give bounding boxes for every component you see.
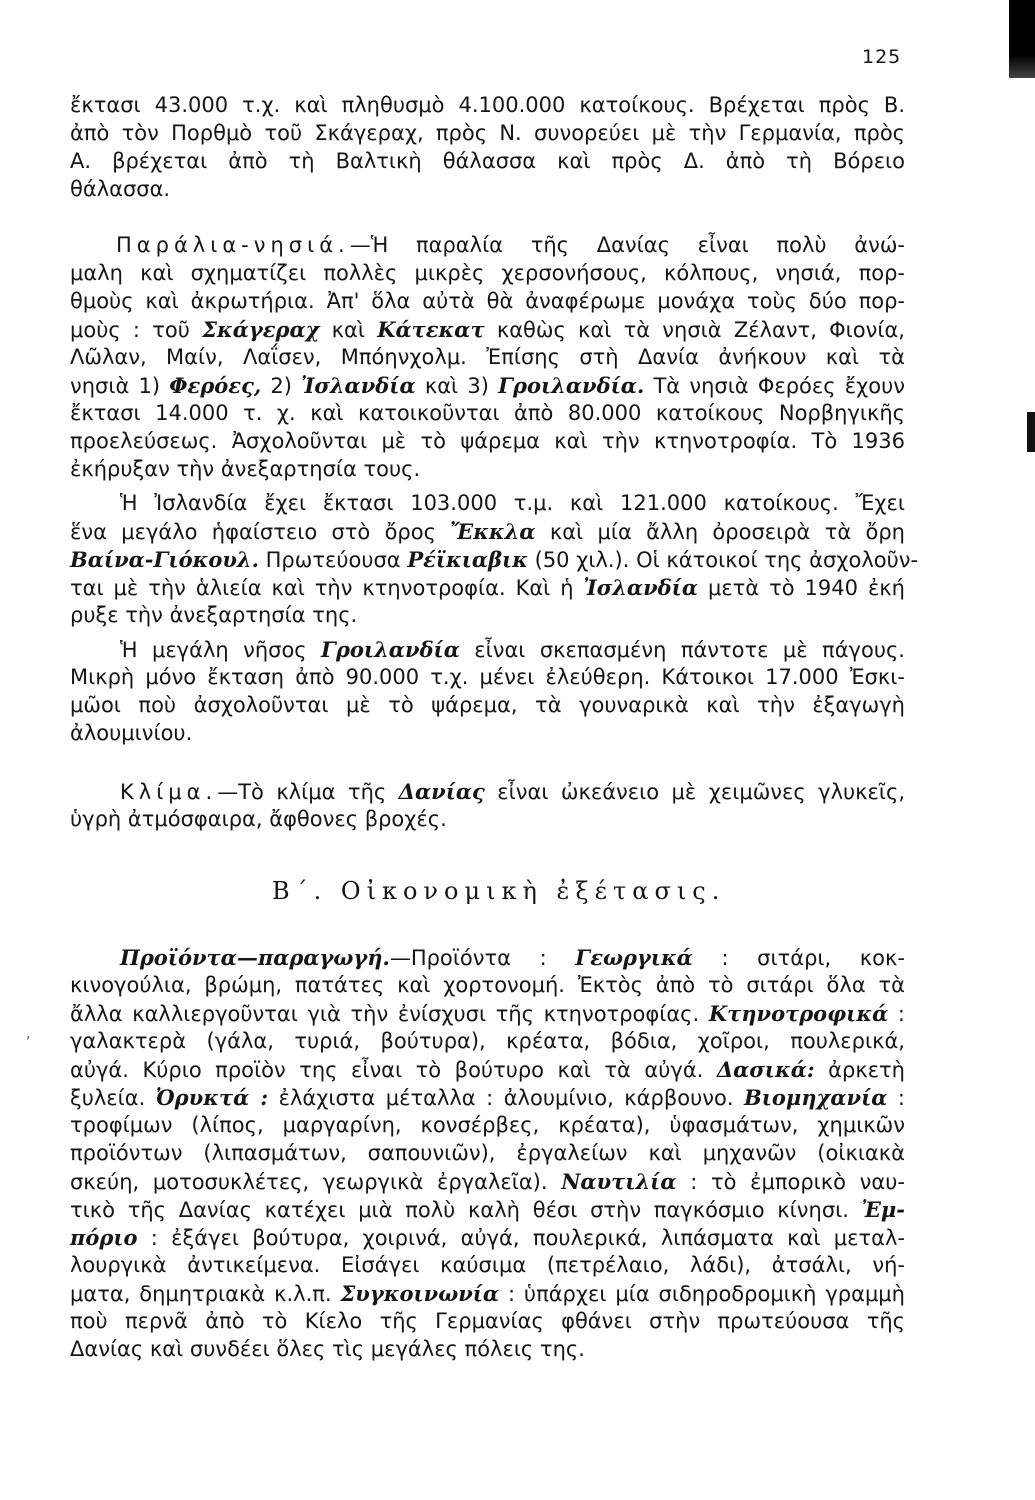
text-line bbox=[70, 428, 905, 455]
section-heading: Β΄. Οἰκονομικὴ ἐξέτασις. bbox=[272, 877, 726, 905]
text-line bbox=[70, 1140, 905, 1167]
emphasized-term: Ἐμ- bbox=[861, 1197, 905, 1222]
text-segment: τικὸ τῆς Δανίας κατέχει μιὰ πολὺ καλὴ θέσι στὴν παγκόσμιο κίνησι. bbox=[70, 1198, 862, 1222]
text-line bbox=[70, 574, 905, 602]
text-segment: μοὺς : τοῦ bbox=[70, 318, 203, 342]
text-segment: θάλασσα. bbox=[70, 177, 171, 201]
text-segment: : ἐξάγει βούτυρα, χοιρινά, αὐγά, πουλερικά, λιπάσματα καὶ μεταλ- bbox=[137, 1226, 905, 1250]
emphasized-term: Βιομηχανία bbox=[744, 1085, 888, 1110]
text-line bbox=[116, 232, 905, 259]
text-line bbox=[70, 1084, 905, 1112]
text-line bbox=[70, 316, 905, 344]
text-line bbox=[120, 636, 905, 664]
text-segment: μῶοι ποὺ ἀσχολοῦνται μὲ τὸ ψάρεμα, τὰ γουναρικὰ καὶ τὴν ἐξαγωγὴ bbox=[70, 693, 905, 717]
text-segment: αὐγά. Κύριο προϊὸν της εἶναι τὸ βούτυρο καὶ τὰ αὐγά. bbox=[70, 1058, 717, 1082]
text-line bbox=[70, 92, 905, 119]
text-segment: ποὺ περνᾶ ἀπὸ τὸ Κίελο τῆς Γερμανίας φθάνει στὴν πρωτεύουσα τῆς bbox=[70, 1309, 905, 1333]
scan-edge-shadow bbox=[1009, 0, 1035, 78]
text-segment: Ἡ μεγάλη νῆσος bbox=[120, 638, 322, 662]
text-line bbox=[70, 972, 905, 999]
text-segment: καὶ μία ἄλλη ὀροσειρὰ τὰ ὄρη bbox=[535, 520, 905, 544]
spaced-heading: Παράλια-νησιά. bbox=[116, 233, 350, 257]
text-line bbox=[70, 148, 905, 175]
text-line bbox=[70, 288, 905, 315]
text-line bbox=[70, 1308, 905, 1335]
text-line bbox=[70, 692, 905, 719]
text-line bbox=[70, 1224, 905, 1252]
text-segment: ἐκήρυξαν τὴν ἀνεξαρτησία τους. bbox=[70, 457, 421, 481]
text-segment: καὶ bbox=[319, 318, 378, 342]
text-line bbox=[70, 602, 905, 629]
text-segment: ἀλουμινίου. bbox=[70, 721, 193, 745]
text-segment: ται μὲ τὴν ἁλιεία καὶ τὴν κτηνοτροφία. Καὶ ἡ bbox=[70, 576, 584, 600]
text-segment: 2) bbox=[261, 374, 302, 398]
text-segment: : τὸ ἐμπορικὸ ναυ- bbox=[676, 1170, 905, 1194]
text-segment: (50 χιλ.). Οἱ κάτοικοί της ἀσχολοῦν- bbox=[527, 548, 919, 572]
text-segment: ἐλάχιστα μέταλλα : ἀλουμίνιο, κάρβουνο. bbox=[268, 1086, 744, 1110]
emphasized-term: Βαίνα-Γιόκουλ. bbox=[70, 547, 259, 572]
text-line bbox=[70, 260, 905, 287]
text-segment: καὶ 3) bbox=[415, 374, 499, 398]
text-line bbox=[70, 1056, 905, 1084]
text-line bbox=[70, 1112, 905, 1139]
text-segment: σκεύη, μοτοσυκλέτες, γεωργικὰ ἐργαλεῖα). bbox=[70, 1170, 562, 1194]
text-segment: ὑγρὴ ἀτμόσφαιρα, ἄφθονες βροχές. bbox=[70, 807, 447, 831]
text-segment: ἔκτασι 43.000 τ.χ. καὶ πληθυσμὸ 4.100.000 κατοίκους. Βρέχεται πρὸς Β. bbox=[70, 93, 905, 117]
text-line bbox=[70, 400, 905, 427]
text-line bbox=[70, 120, 905, 147]
emphasized-term: Φερόες, bbox=[169, 373, 262, 398]
emphasized-term: Ἰσλανδία bbox=[301, 373, 416, 398]
scan-speck: , bbox=[26, 1026, 31, 1042]
emphasized-term: Γροιλανδία bbox=[321, 637, 460, 662]
text-line bbox=[120, 778, 905, 806]
scan-edge-mark bbox=[1027, 412, 1035, 452]
emphasized-term: Δασικά: bbox=[716, 1057, 815, 1082]
text-segment: Δανίας καὶ συνδέει ὅλες τὶς μεγάλες πόλεις της. bbox=[70, 1337, 585, 1361]
text-segment: ἔκτασι 14.000 τ. χ. καὶ κατοικοῦνται ἀπὸ 80.000 κατοίκους Νορβηγικῆς bbox=[70, 401, 905, 425]
text-line bbox=[120, 944, 905, 972]
emphasized-term: Προϊόντα—παραγωγή. bbox=[120, 945, 390, 970]
text-segment: : σιτάρι, κοκ- bbox=[692, 946, 905, 970]
text-segment: ἀπὸ τὸν Πορθμὸ τοῦ Σκάγεραχ, πρὸς Ν. συνορεύει μὲ τὴν Γερμανία, πρὸς bbox=[70, 121, 905, 145]
text-line bbox=[70, 806, 905, 833]
text-segment: : bbox=[888, 1002, 905, 1026]
text-segment: προελεύσεως. Ἀσχολοῦνται μὲ τὸ ψάρεμα καὶ τὴν κτηνοτροφία. Τὸ 1936 bbox=[70, 429, 905, 453]
text-segment: Μικρὴ μόνο ἔκταση ἀπὸ 90.000 τ.χ. μένει ἐλεύθερη. Κάτοικοι 17.000 Ἐσκι- bbox=[70, 665, 905, 689]
page-number: 125 bbox=[862, 46, 902, 68]
text-segment: εἶναι σκεπασμένη πάντοτε μὲ πάγους. bbox=[459, 638, 905, 662]
emphasized-term: Γεωργικά bbox=[575, 945, 693, 970]
emphasized-term: Γροιλανδία. bbox=[498, 373, 645, 398]
text-line bbox=[70, 344, 905, 371]
text-segment: —Προϊόντα : bbox=[389, 946, 576, 970]
text-line bbox=[70, 1028, 905, 1055]
emphasized-term: Δανίας bbox=[398, 779, 485, 804]
emphasized-term: Ἔκκλα bbox=[450, 519, 536, 544]
emphasized-term: Σκάγεραχ bbox=[202, 317, 320, 342]
text-segment: γαλακτερὰ (γάλα, τυριά, βούτυρα), κρέατα, βόδια, χοῖροι, πουλερικά, bbox=[70, 1029, 905, 1053]
text-segment: : bbox=[887, 1086, 905, 1110]
text-segment: νησιὰ 1) bbox=[70, 374, 170, 398]
text-segment: ἕνα μεγάλο ἡφαίστειο στὸ ὄρος bbox=[70, 520, 451, 544]
text-segment: Πρωτεύουσα bbox=[258, 548, 408, 572]
text-segment: ἄλλα καλλιεργοῦνται γιὰ τὴν ἐνίσχυσι τῆς κτηνοτροφίας. bbox=[70, 1002, 709, 1026]
emphasized-term: Συγκοινωνία bbox=[340, 1281, 500, 1306]
text-segment: κινογούλια, βρώμη, πατάτες καὶ χορτονομή. Ἐκτὸς ἀπὸ τὸ σιτάρι ὅλα τὰ bbox=[70, 973, 905, 997]
text-line bbox=[70, 456, 905, 483]
text-line bbox=[70, 372, 905, 400]
emphasized-term: Ρέϊκιαβικ bbox=[407, 547, 528, 572]
emphasized-term: Ναυτιλία bbox=[561, 1169, 677, 1194]
text-segment: μετὰ τὸ 1940 ἐκή bbox=[698, 576, 905, 600]
text-segment: Τὰ νησιὰ Φερόες ἔχουν bbox=[644, 374, 906, 398]
emphasized-term: Κάτεκατ bbox=[377, 317, 485, 342]
text-segment: Λῶλαν, Μαίν, Λαΐσεν, Μπόηνχολμ. Ἐπίσης στὴ Δανία ἀνήκουν καὶ τὰ bbox=[70, 345, 905, 369]
text-segment: Ἡ Ἰσλανδία ἔχει ἔκτασι 103.000 τ.μ. καὶ 121.000 κατοίκους. Ἔχει bbox=[120, 491, 905, 515]
text-line bbox=[70, 664, 905, 691]
text-segment: : ὑπάρχει μία σιδηροδρομικὴ γραμμὴ bbox=[499, 1282, 905, 1306]
emphasized-term: Ὀρυκτά : bbox=[155, 1085, 269, 1110]
text-line bbox=[70, 1000, 905, 1028]
emphasized-term: πόριο bbox=[70, 1225, 138, 1250]
emphasized-term: Κτηνοτροφικά bbox=[708, 1001, 889, 1026]
text-segment: —Ἡ παραλία τῆς Δανίας εἶναι πολὺ ἀνώ- bbox=[349, 233, 905, 257]
text-segment: προϊόντων (λιπασμάτων, σαπουνιῶν), ἐργαλείων καὶ μηχανῶν (οἰκιακὰ bbox=[70, 1141, 905, 1165]
text-line bbox=[70, 1280, 905, 1308]
text-segment: τροφίμων (λίπος, μαργαρίνη, κονσέρβες, κρέατα), ὑφασμάτων, χημικῶν bbox=[70, 1113, 905, 1137]
text-segment: Α. βρέχεται ἀπὸ τὴ Βαλτικὴ θάλασσα καὶ πρὸς Δ. ἀπὸ τὴ Βόρειο bbox=[70, 149, 905, 173]
text-segment: εἶναι ὠκεάνειο μὲ χειμῶνες γλυκεῖς, bbox=[484, 780, 905, 804]
text-segment: θμοὺς καὶ ἀκρωτήρια. Ἀπ' ὅλα αὐτὰ θὰ ἀναφέρωμε μονάχα τοὺς δύο πορ- bbox=[70, 289, 905, 313]
emphasized-term: Ἰσλανδία bbox=[583, 575, 698, 600]
text-segment: καθὼς καὶ τὰ νησιὰ Ζέλαντ, Φιονία, bbox=[484, 318, 905, 342]
spaced-heading: Κλίμα. bbox=[120, 780, 218, 804]
text-segment: —Τὸ κλίμα τῆς bbox=[217, 780, 399, 804]
text-segment: ρυξε τὴν ἀνεξαρτησία της. bbox=[70, 603, 358, 627]
text-segment: ἀρκετὴ bbox=[814, 1058, 905, 1082]
text-line bbox=[70, 1196, 905, 1224]
text-line bbox=[70, 1252, 905, 1279]
text-line bbox=[70, 176, 905, 203]
text-line bbox=[70, 518, 905, 546]
text-line bbox=[120, 490, 905, 517]
text-line bbox=[70, 1336, 905, 1363]
text-segment: μαλη καὶ σχηματίζει πολλὲς μικρὲς χερσονήσους, κόλπους, νησιά, πορ- bbox=[70, 261, 905, 285]
text-segment: ξυλεία. bbox=[70, 1086, 156, 1110]
text-line bbox=[70, 1168, 905, 1196]
text-line bbox=[70, 546, 919, 574]
text-segment: ματα, δημητριακὰ κ.λ.π. bbox=[70, 1282, 341, 1306]
text-line bbox=[70, 720, 905, 747]
text-segment: λουργικὰ ἀντικείμενα. Εἰσάγει καύσιμα (πετρέλαιο, λάδι), ἀτσάλι, νή- bbox=[70, 1253, 905, 1277]
